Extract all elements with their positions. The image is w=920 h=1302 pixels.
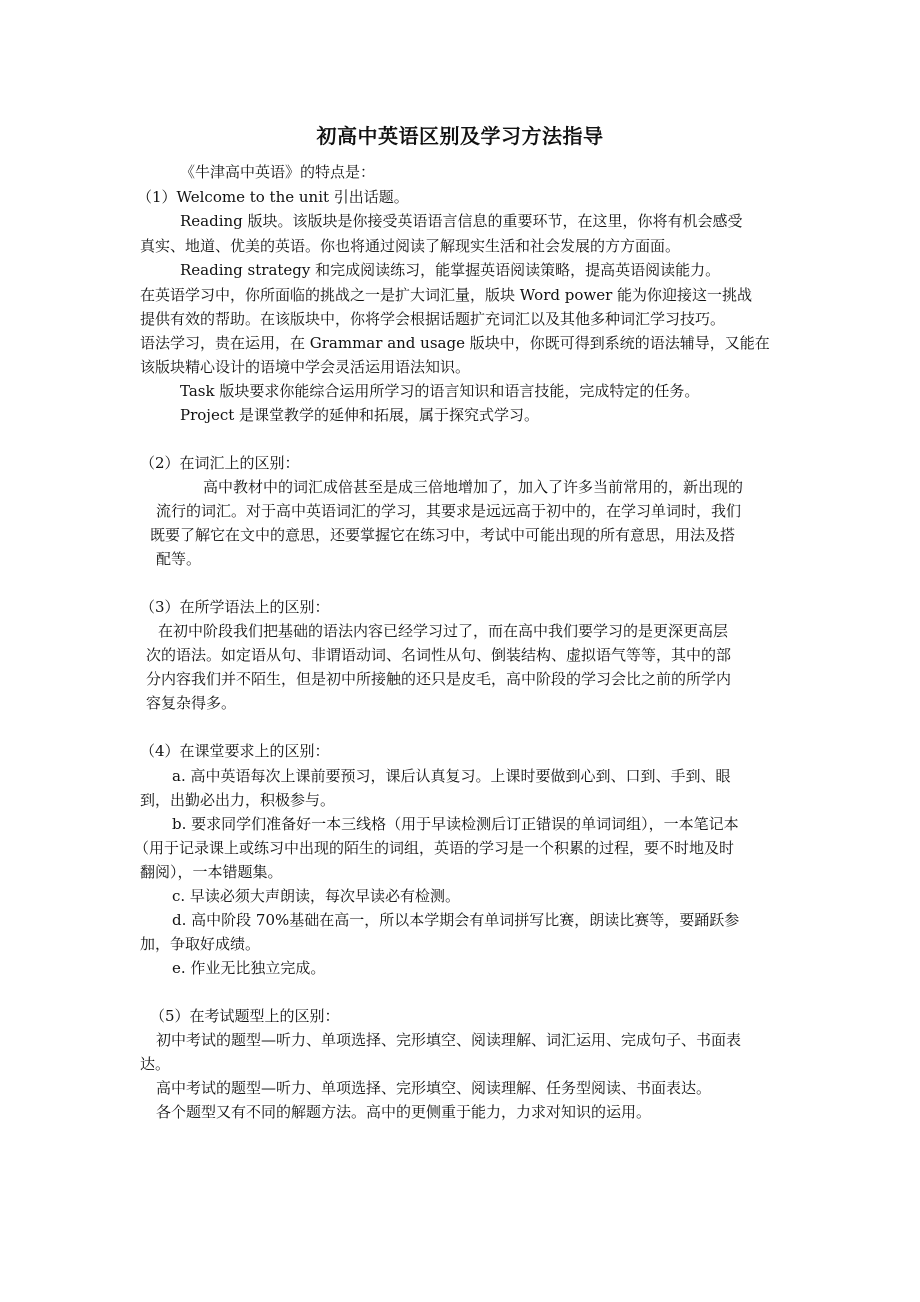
text-line: c. 早读必须大声朗读，每次早读必有检测。 xyxy=(172,887,460,905)
page-title: 初高中英语区别及学习方法指导 xyxy=(316,124,604,148)
text-line: a. 高中英语每次上课前要预习，课后认真复习。上课时要做到心到、口到、手到、眼 xyxy=(172,767,731,785)
text-line: 分内容我们并不陌生，但是初中所接触的还只是皮毛，高中阶段的学习会比之前的所学内 xyxy=(146,670,732,688)
text-line: 达。 xyxy=(140,1055,171,1073)
text-line: 初中考试的题型—听力、单项选择、完形填空、阅读理解、词汇运用、完成句子、书面表 xyxy=(156,1031,742,1049)
text-line: 该版块精心设计的语境中学会灵活运用语法知识。 xyxy=(140,358,471,376)
text-line: 配等。 xyxy=(156,550,202,568)
text-line: 高中教材中的词汇成倍甚至是成三倍地增加了，加入了许多当前常用的，新出现的 xyxy=(203,478,744,496)
text-line: Reading strategy 和完成阅读练习，能掌握英语阅读策略，提高英语阅读能力。 xyxy=(180,261,721,279)
text-line: Task 版块要求你能综合运用所学习的语言知识和语言技能，完成特定的任务。 xyxy=(180,382,700,400)
section-heading: （5）在考试题型上的区别： xyxy=(150,1007,340,1025)
text-line: 流行的词汇。对于高中英语词汇的学习，其要求是远远高于初中的，在学习单词时，我们 xyxy=(156,502,742,520)
text-line: 高中考试的题型—听力、单项选择、完形填空、阅读理解、任务型阅读、书面表达。 xyxy=(156,1079,712,1097)
text-line: 《牛津高中英语》的特点是： xyxy=(180,163,376,181)
text-line: 语法学习，贵在运用，在 Grammar and usage 版块中，你既可得到系统的语法辅导，又能在 xyxy=(140,334,770,352)
text-line: 加，争取好成绩。 xyxy=(140,935,261,953)
text-line: 次的语法。如定语从句、非谓语动词、名词性从句、倒装结构、虚拟语气等等，其中的部 xyxy=(146,646,732,664)
text-line: 提供有效的帮助。在该版块中，你将学会根据话题扩充词汇以及其他多种词汇学习技巧。 xyxy=(140,310,726,328)
text-line: （用于记录课上或练习中出现的陌生的词组，英语的学习是一个积累的过程，要不时地及时 xyxy=(134,839,735,857)
text-line: b. 要求同学们准备好一本三线格（用于早读检测后订正错误的单词词组），一本笔记本 xyxy=(172,815,739,833)
text-line: 到，出勤必出力，积极参与。 xyxy=(140,791,336,809)
text-line: d. 高中阶段 70%基础在高一，所以本学期会有单词拼写比赛，朗读比赛等，要踊跃参 xyxy=(172,911,740,929)
text-line: e. 作业无比独立完成。 xyxy=(172,959,326,977)
section-heading: （4）在课堂要求上的区别： xyxy=(140,742,330,760)
text-line: 翻阅），一本错题集。 xyxy=(140,863,283,881)
text-line: 既要了解它在文中的意思，还要掌握它在练习中，考试中可能出现的所有意思，用法及搭 xyxy=(150,526,736,544)
text-line: 容复杂得多。 xyxy=(146,694,237,712)
section-heading: （3）在所学语法上的区别： xyxy=(140,598,330,616)
text-line: （1）Welcome to the unit 引出话题。 xyxy=(137,188,409,206)
section-heading: （2）在词汇上的区别： xyxy=(140,454,300,472)
text-line: Project 是课堂教学的延伸和拓展，属于探究式学习。 xyxy=(180,406,540,424)
text-line: 在初中阶段我们把基础的语法内容已经学习过了，而在高中我们要学习的是更深更高层 xyxy=(158,622,729,640)
text-line: 真实、地道、优美的英语。你也将通过阅读了解现实生活和社会发展的方方面面。 xyxy=(140,237,681,255)
text-line: Reading 版块。该版块是你接受英语语言信息的重要环节，在这里，你将有机会感受 xyxy=(180,212,743,230)
text-line: 各个题型又有不同的解题方法。高中的更侧重于能力，力求对知识的运用。 xyxy=(156,1103,652,1121)
text-line: 在英语学习中，你所面临的挑战之一是扩大词汇量，版块 Word power 能为你迎接这一挑战 xyxy=(140,286,753,304)
